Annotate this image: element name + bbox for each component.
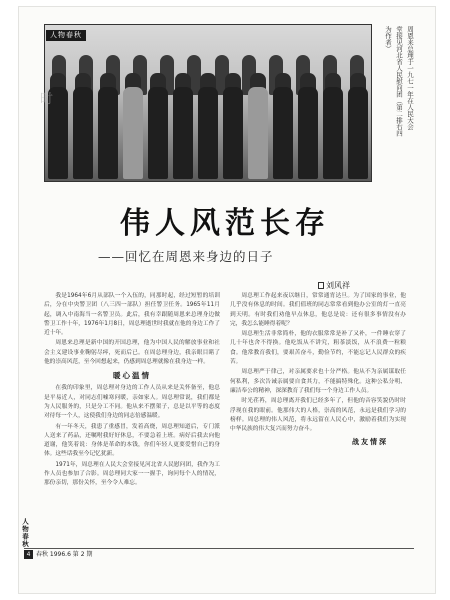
paragraph: 时光荏苒，周总理离开我们已经多年了，但他的音容笑貌仍时时浮现在我的眼前。他那伟大的人格，崇高的风范，永远是我们学习的榜样。周总理的伟人风范，将永远留在人民心中，激励着我们为实现中华民族的伟大复兴而努力奋斗。	[230, 398, 406, 433]
byline	[318, 280, 350, 291]
photo-caption-line: 为作者）	[384, 26, 392, 52]
paragraph: 有一年冬天，我患了重感冒，发着高烧，周总理知道后，专门派人送来了药品，还嘱咐我好好休息，不要急着上班。病好后我去向他道谢，他笑着说：身体是革命的本钱，你们年轻人更要爱惜自己的身体。这些话我至今记忆犹新。	[44, 423, 220, 458]
paragraph: 在我的印象里，周总理对身边的工作人员从来是关怀备至，他总是平易近人，对同志们嘘寒问暖，亲如家人。周总理常说，我们都是为人民服务的，只是分工不同。他从来不摆架子，总是以平等的态度对待每一个人，这使我们身边的同志倍感温暖。	[44, 385, 220, 420]
paragraph: 1971年，周总理在人民大会堂接见河北省人民慰问团，我作为工作人员也参加了合影。周总理同大家一一握手，询问每个人的情况，那份亲切，那份关怀，至今令人难忘。	[44, 461, 220, 487]
page-number: 4	[24, 550, 33, 559]
watermark: 时	[40, 92, 56, 107]
article-title: 伟人风范长存	[120, 206, 330, 241]
issue-info: 春秋 1996.6 第 2 期	[36, 551, 93, 558]
page-footer	[24, 548, 414, 560]
group-photo	[44, 24, 372, 182]
paragraph: 周总理生活非常简朴，他的衣服常常是补了又补，一件睡衣穿了几十年也舍不得换。他吃饭从不讲究，粗茶淡饭，从不浪费一粒粮食。他常教育我们，要艰苦奋斗，勤俭节约，不能忘记人民群众的疾苦。	[230, 331, 406, 366]
photo-front-row	[45, 87, 371, 179]
article-subtitle: ——回忆在周恩来身边的日子	[98, 249, 274, 264]
photo-caption-line: 堂接见河北省人民慰问团（第二排右四	[395, 26, 403, 137]
margin-section-label: 人物春秋	[21, 518, 29, 548]
section-subhead: 暖心温情	[113, 371, 151, 381]
byline-box-icon	[318, 282, 324, 289]
right-column	[230, 292, 406, 449]
paragraph: 周总理严于律己，对亲属要求也十分严格。他从不为亲属谋取任何私利，多次告诫亲属要自食其力，不能搞特殊化。这种公私分明、廉洁奉公的精神，深深教育了我们每一个身边工作人员。	[230, 369, 406, 394]
article-signoff: 战友情深	[352, 438, 388, 447]
paragraph: 周恩来总理是新中国的开国总理，他为中国人民的解放事业和社会主义建设事业鞠躬尽瘁，死而后已。在周总理身边，我亲眼目睹了他的崇高风范，至今回想起来，仍感到周总理就像在我身边一样。	[44, 340, 220, 366]
author-name: 刘风祥	[326, 281, 350, 290]
photo-caption	[378, 26, 414, 176]
section-tag: 人物春秋	[46, 30, 86, 41]
photo-caption-line: 周恩来总理于一九七一年在人民大会	[406, 26, 414, 130]
paragraph: 我是1964年6月从部队一个入伍的，同那时起，经过短暂的培训后，分在中央警卫团（八三四一部队）担任警卫任务。1965年11月起，调入中南海当一名警卫员。此后，我有幸跟随周恩来总理身边做警卫工作十年，1976年1月8日，周总理逝世时我就在他的身边工作了近十年。	[44, 293, 220, 337]
left-column	[44, 292, 220, 490]
paragraph: 周总理工作起来夜以继日，常常通宵达旦。为了国家的事业，他几乎没有休息的时间。我们值班的同志常常看到他办公室的灯一直亮到天明。有时我们劝他早点休息，他总是说：还有很多事情没有办完，我怎么能睡得着呢？	[230, 293, 406, 327]
